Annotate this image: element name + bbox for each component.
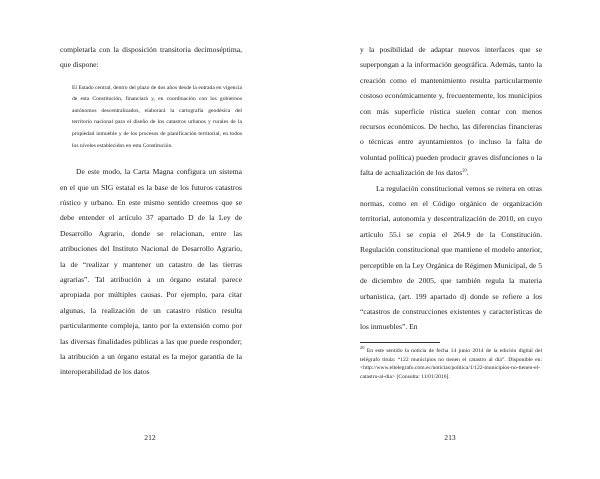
block-quote: El Estado central, dentro del plazo de dos años desde la entrada en vigencia de esta Constitución, financiará y, en coordinación con los gobiernos autónomos descentralizados, elaborará la cartografía geodésica del territorio nacional para el diseño de los catastros urbanos y rurales de la propiedad inmueble y de los procesos de planificación territorial, en todos los niveles establecidos en esta Constitución. <box>72 84 242 149</box>
page-number-right: 213 <box>444 433 456 442</box>
page-number-left: 212 <box>144 433 156 442</box>
continued-paragraph-text: y la posibilidad de adaptar nuevos interfaces que se superpongan a la información geográfica. Además, tanto la creación como el mantenimiento resulta particularmente costoso económicamente y, frecuentemente, los municipios con más superficie rústica suelen contar con menos recursos económicos. De hecho, las diferencias financieras o técnicas entre ayuntamientos (o incluso la falta de voluntad política) pueden producir graves disfunciones o la falta de actualización de los datos <box>360 45 542 178</box>
right-text-column <box>360 42 542 382</box>
footnote <box>360 344 542 382</box>
continued-paragraph <box>360 42 542 181</box>
intro-paragraph: completarla con la disposición transitoria decimoséptima, que dispone: <box>60 45 242 70</box>
continued-paragraph-end: . <box>466 168 469 178</box>
body-paragraph: De este modo, la Carta Magna configura un sistema en el que un SIG estatal es la base de los futuros catastros rústico y urbano. En este mismo sentido creemos que se debe entender el artículo 37 apartado D de la Ley de Desarrollo Agrario, donde se relacionan, entre las atribuciones del Instituto Nacional de Desarrollo Agrario, la de “realizar y mantener un catastro de las tierras agrarias”. Tal atribución a un órgano estatal parece apropiada por múltiples causas. Por ejemplo, para citar algunas, la realización de un catastro rústico resulta particularmente compleja, tanto por la extensión como por las diversas finalidades públicas a las que puede responder; la atribución a un órgano estatal es la mejor garantía de la interoperabilidad de los datos <box>60 167 242 377</box>
footnote-text: En este sentido la noticia de fecha 14 junio 2014 de la edición digital del telégrafo titula: “122 municipios no tienen el catastro al día”. Disponible en: <http://www.eltelegrafo.com.ec/noticias/politica/1/122-municipios-no-tienen-el-catastro-al-dia> [Consulta: 11/01/2016]. <box>360 347 542 381</box>
footnote-divider <box>360 342 440 343</box>
body-paragraph-2: La regulación constitucional vemos se reitera en otras normas, como en el Código orgánico de organización territorial, autonomía y descentralización de 2010, en cuyo artículo 55.i se copia el 264.9 de la Constitución. Regulación constitucional que mantiene el modelo anterior, perceptible en la Ley Orgánica de Régimen Municipal, de 5 de diciembre de 2005, que también regula la materia urbanística, (art. 199 apartado d) donde se refiere a los “catastros de construcciones existentes y características de los inmuebles”. En <box>360 183 542 332</box>
footnote-reference[interactable]: 20 <box>462 167 467 173</box>
right-page <box>300 0 600 479</box>
footnote-number: 20 <box>360 344 365 350</box>
left-text-column <box>60 42 242 380</box>
